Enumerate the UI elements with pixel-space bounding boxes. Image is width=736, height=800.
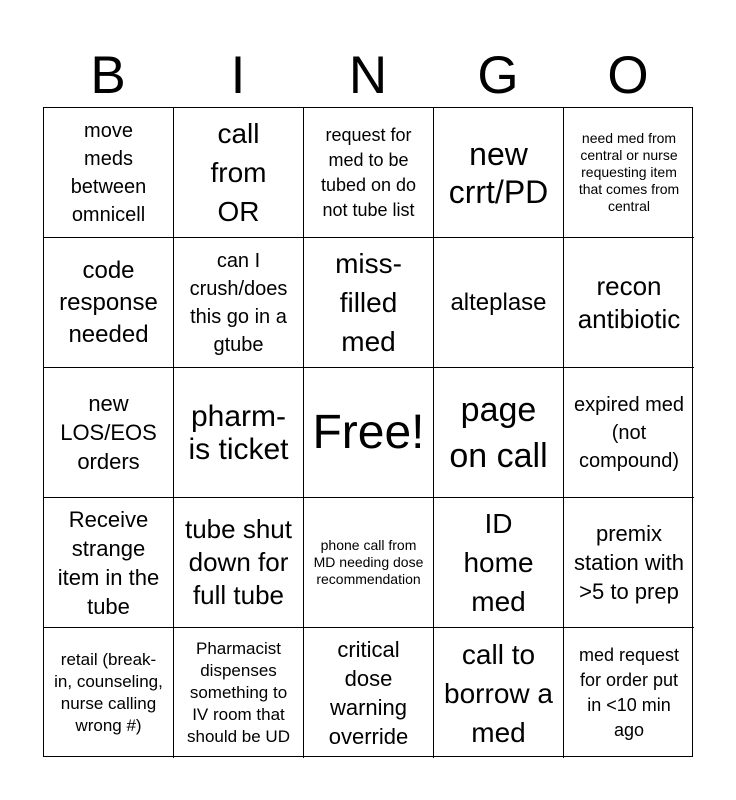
- cell-text: med request for order put in <10 min ago: [578, 645, 680, 740]
- bingo-cell[interactable]: [564, 238, 694, 368]
- cell-text: miss-filled med: [335, 248, 402, 357]
- bingo-cell[interactable]: [304, 498, 434, 628]
- cell-text: Free!: [312, 405, 425, 459]
- header-letter-n: N: [348, 46, 388, 105]
- header-letter-i: I: [230, 46, 246, 105]
- cell-text: expired med (not compound): [573, 393, 685, 472]
- bingo-cell[interactable]: [174, 498, 304, 628]
- bingo-header: [43, 45, 693, 107]
- cell-text: new crrt/PD: [448, 135, 549, 210]
- bingo-cell[interactable]: [434, 628, 564, 758]
- cell-text: need med from central or nurse requesting item that comes from central: [578, 130, 680, 214]
- cell-text: Pharmacist dispenses something to IV room that should be UD: [186, 639, 290, 746]
- bingo-cell[interactable]: [304, 368, 434, 498]
- bingo-cell[interactable]: [44, 498, 174, 628]
- bingo-cell[interactable]: [174, 238, 304, 368]
- bingo-cell[interactable]: [174, 368, 304, 498]
- bingo-cell[interactable]: [434, 498, 564, 628]
- bingo-cell[interactable]: [434, 368, 564, 498]
- bingo-cell[interactable]: [174, 108, 304, 238]
- cell-text: retail (break-in, counseling, nurse calling wrong #): [54, 650, 163, 735]
- bingo-cell[interactable]: [44, 368, 174, 498]
- bingo-cell[interactable]: [44, 628, 174, 758]
- bingo-cell[interactable]: [44, 108, 174, 238]
- bingo-cell[interactable]: [304, 628, 434, 758]
- header-letter-g: G: [477, 46, 519, 105]
- cell-text: tube shut down for full tube: [185, 514, 292, 610]
- cell-text: new LOS/EOS orders: [60, 391, 157, 474]
- cell-text: request for med to be tubed on do not tube list: [320, 124, 417, 220]
- bingo-cell[interactable]: [434, 108, 564, 238]
- header-letter-b: B: [90, 46, 126, 105]
- cell-text: code response needed: [59, 256, 158, 348]
- bingo-cell[interactable]: [44, 238, 174, 368]
- header-letter-o: O: [607, 46, 649, 105]
- bingo-cell[interactable]: [564, 498, 694, 628]
- bingo-cell[interactable]: [564, 108, 694, 238]
- cell-text: phone call from MD needing dose recommendation: [313, 537, 424, 587]
- cell-text: page on call: [449, 390, 548, 475]
- cell-text: alteplase: [450, 288, 547, 316]
- bingo-cell[interactable]: [304, 238, 434, 368]
- cell-text: critical dose warning override: [328, 637, 409, 749]
- bingo-cell[interactable]: [174, 628, 304, 758]
- cell-text: call to borrow a med: [444, 638, 553, 748]
- cell-text: can I crush/does this go in a gtube: [189, 249, 288, 356]
- cell-text: move meds between omnicell: [70, 119, 147, 226]
- bingo-cell[interactable]: [304, 108, 434, 238]
- cell-text: ID home med: [463, 508, 534, 617]
- bingo-cell[interactable]: [564, 368, 694, 498]
- bingo-cell[interactable]: [564, 628, 694, 758]
- cell-text: recon antibiotic: [577, 270, 681, 334]
- cell-text: pharm-is ticket: [188, 399, 289, 466]
- cell-text: call from OR: [210, 118, 267, 227]
- cell-text: premix station with >5 to prep: [573, 521, 685, 604]
- bingo-cell[interactable]: [434, 238, 564, 368]
- cell-text: Receive strange item in the tube: [57, 506, 160, 619]
- bingo-card-grid: [43, 107, 693, 757]
